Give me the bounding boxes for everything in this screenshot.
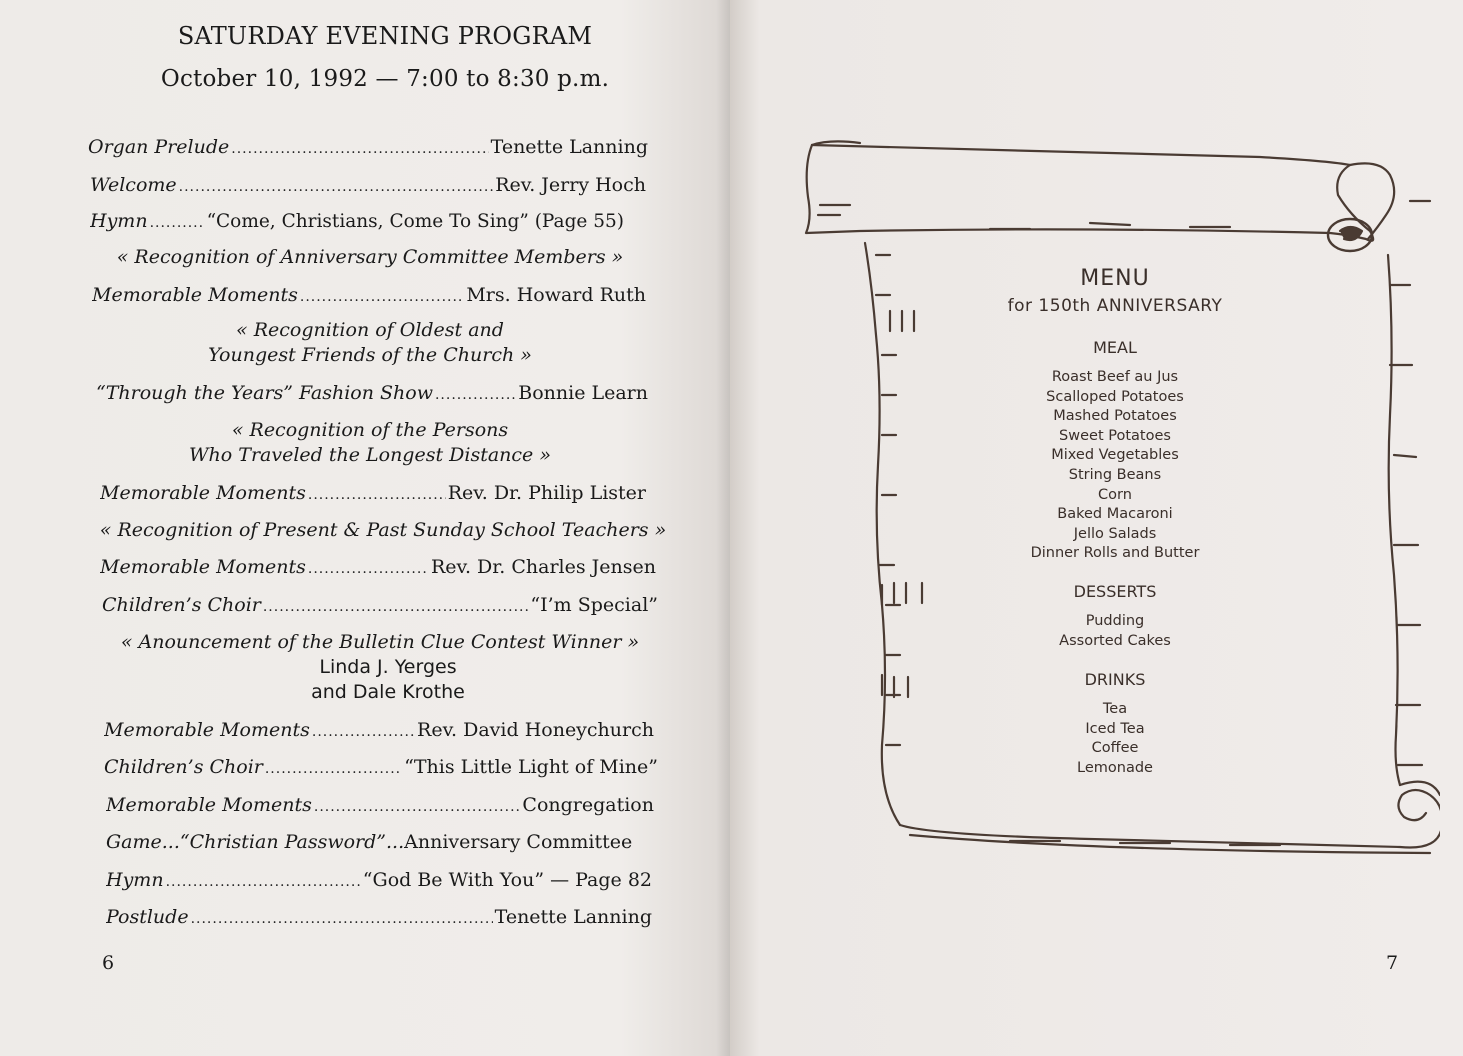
program-item <box>88 136 648 158</box>
recognition-item: Who Traveled the Longest Distance » <box>189 444 551 466</box>
dot-leader <box>312 724 415 740</box>
dot-leader <box>314 799 521 815</box>
program-item-label: Organ Prelude <box>88 136 230 158</box>
program-item <box>104 756 658 778</box>
recognition-item: « Recognition of Anniversary Committee Members » <box>116 246 624 268</box>
page-number: 6 <box>102 952 115 974</box>
program-item-label: Children’s Choir <box>104 756 263 778</box>
program-item-label: Welcome <box>90 174 177 196</box>
recognition-item: « Recognition of Oldest and <box>236 319 504 341</box>
menu-item: Assorted Cakes <box>1059 632 1171 649</box>
winner-name: Linda J. Yerges <box>319 656 457 678</box>
menu-subtitle: for 150th ANNIVERSARY <box>1007 296 1223 316</box>
menu-item: Lemonade <box>1077 759 1153 776</box>
dot-leader <box>179 179 494 195</box>
menu-item: Tea <box>1102 701 1128 717</box>
program-item-label: Game...“Christian Password”... <box>106 831 405 853</box>
menu-item: String Beans <box>1068 466 1162 483</box>
program-item-label: Memorable Moments <box>92 284 298 306</box>
program-item-value: Bonnie Learn <box>518 382 648 404</box>
section-heading-desserts: DESSERTS <box>1073 582 1157 601</box>
dot-leader <box>263 599 529 615</box>
program-item <box>100 482 646 504</box>
recognition-item: Youngest Friends of the Church » <box>208 344 532 366</box>
recognition-item: « Anouncement of the Bulletin Clue Contest Winner » <box>120 631 640 653</box>
program-item-label: Memorable Moments <box>104 719 310 741</box>
section-heading-drinks: DRINKS <box>1084 670 1146 689</box>
program-item-label: Memorable Moments <box>100 556 306 578</box>
dot-leader <box>191 911 493 927</box>
meal-list <box>960 368 1270 564</box>
menu-item: Mashed Potatoes <box>1053 408 1177 425</box>
program-item-value: Mrs. Howard Ruth <box>466 284 646 306</box>
program-item <box>92 284 646 306</box>
program-item <box>106 794 654 816</box>
program-item-value: Congregation <box>522 794 654 816</box>
program-item-value: Rev. Jerry Hoch <box>495 174 646 196</box>
page-number: 7 <box>1386 952 1399 974</box>
menu-title: MENU <box>1080 266 1150 291</box>
program-item-label: Hymn <box>106 869 164 891</box>
program-item-value: “Come, Christians, Come To Sing” (Page 55) <box>206 211 625 232</box>
program-item-label: Hymn <box>90 210 148 232</box>
recognition-item: « Recognition of the Persons <box>231 419 509 441</box>
dot-leader <box>150 215 205 231</box>
menu-item: Jello Salads <box>1073 525 1157 542</box>
program-item-label: Postlude <box>106 906 189 928</box>
program-item-value: Rev. David Honeychurch <box>417 719 654 741</box>
scroll-bottom-roll <box>900 790 1440 848</box>
dot-leader <box>435 387 516 403</box>
program-item-value: “God Be With You” — Page 82 <box>362 869 652 891</box>
program-item-value: Rev. Dr. Philip Lister <box>447 482 646 504</box>
program-title: SATURDAY EVENING PROGRAM <box>177 22 593 50</box>
winner-name: and Dale Krothe <box>311 681 465 703</box>
menu-item: Sweet Potatoes <box>1059 427 1171 444</box>
program-date: October 10, 1992 — 7:00 to 8:30 p.m. <box>160 66 610 92</box>
program-item-value: “I’m Special” <box>530 594 658 616</box>
program-item <box>100 556 656 578</box>
program-item <box>90 210 648 232</box>
scroll-left-edge <box>865 243 900 825</box>
drinks-list <box>960 700 1270 778</box>
dot-leader <box>166 874 361 890</box>
program-item <box>106 906 652 928</box>
program-item-label: Memorable Moments <box>106 794 312 816</box>
menu-item: Roast Beef au Jus <box>1051 369 1179 385</box>
menu-item: Baked Macaroni <box>1057 506 1173 523</box>
dot-leader <box>265 761 402 777</box>
menu-item: Mixed Vegetables <box>1051 447 1179 464</box>
program-item <box>106 831 652 853</box>
program-item-label: Children’s Choir <box>102 594 261 616</box>
menu-item: Corn <box>1098 486 1132 503</box>
program-item-value: “This Little Light of Mine” <box>404 756 658 778</box>
program-item <box>106 869 652 891</box>
dot-leader <box>308 561 429 577</box>
menu-item: Coffee <box>1091 740 1139 757</box>
program-item-label: Memorable Moments <box>100 482 306 504</box>
program-item <box>102 594 658 616</box>
dot-leader <box>231 141 488 157</box>
menu-item: Scalloped Potatoes <box>1046 388 1184 405</box>
program-item-value: Tenette Lanning <box>490 136 648 158</box>
program-item <box>96 382 648 404</box>
menu-item: Iced Tea <box>1085 720 1145 737</box>
dot-leader <box>300 289 464 305</box>
left-page <box>0 0 730 1056</box>
program-item-value: Tenette Lanning <box>494 906 652 928</box>
menu-item: Dinner Rolls and Butter <box>1030 545 1200 562</box>
desserts-list <box>960 612 1270 651</box>
program-item-label: “Through the Years” Fashion Show <box>96 382 433 404</box>
section-heading-meal: MEAL <box>1093 338 1137 357</box>
program-item-value: Anniversary Committee <box>404 831 633 853</box>
menu-item: Pudding <box>1085 613 1145 629</box>
recognition-item: « Recognition of Present & Past Sunday School Teachers » <box>99 519 667 541</box>
program-item-value: Rev. Dr. Charles Jensen <box>430 556 656 578</box>
program-item <box>90 174 646 196</box>
dot-leader <box>308 487 446 503</box>
program-item <box>104 719 654 741</box>
